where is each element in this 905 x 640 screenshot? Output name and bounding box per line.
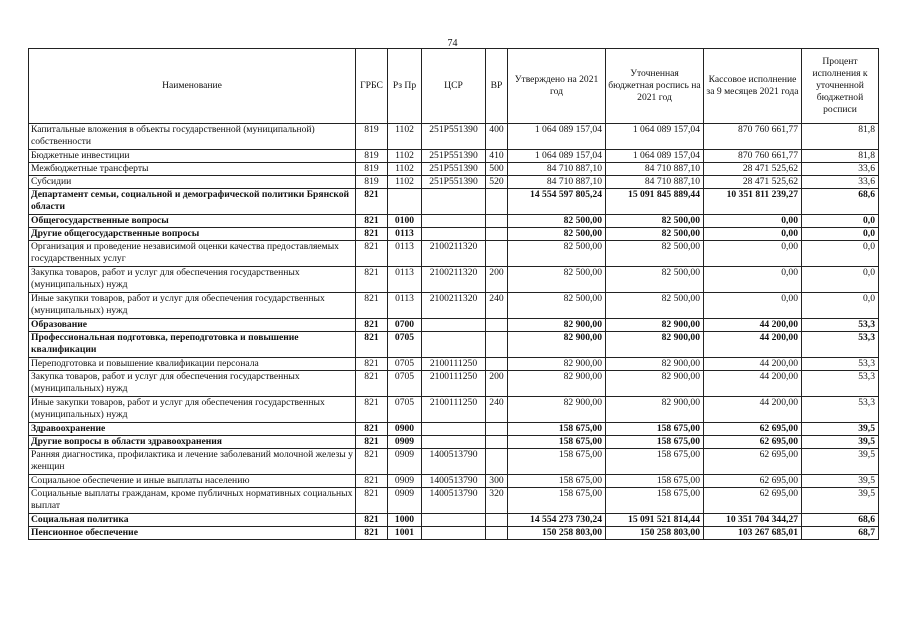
row-rzpr: 1000: [388, 514, 422, 527]
table-body: [29, 124, 879, 540]
row-grbs: 821: [356, 475, 388, 488]
row-rzpr: 1102: [388, 124, 422, 150]
row-cash: 44 200,00: [704, 358, 802, 371]
table-row: [29, 436, 879, 449]
row-cash: 62 695,00: [704, 449, 802, 475]
row-refined: 84 710 887,10: [606, 163, 704, 176]
row-csr: 2100211320: [422, 267, 486, 293]
row-csr: [422, 228, 486, 241]
row-refined: 82 500,00: [606, 267, 704, 293]
row-rzpr: 0100: [388, 215, 422, 228]
table-row: [29, 124, 879, 150]
table-row: [29, 449, 879, 475]
row-vr: 320: [486, 488, 508, 514]
table-row: [29, 293, 879, 319]
row-refined: 15 091 845 889,44: [606, 189, 704, 215]
row-grbs: 821: [356, 436, 388, 449]
row-vr: 200: [486, 267, 508, 293]
row-name: Пенсионное обеспечение: [29, 527, 356, 540]
row-refined: 1 064 089 157,04: [606, 124, 704, 150]
row-rzpr: 0700: [388, 319, 422, 332]
table-row: [29, 514, 879, 527]
row-rzpr: 0900: [388, 423, 422, 436]
row-grbs: 821: [356, 215, 388, 228]
row-approved: 150 258 803,00: [508, 527, 606, 540]
row-approved: 82 500,00: [508, 228, 606, 241]
table-row: [29, 150, 879, 163]
header-percent: Процент исполнения к уточненной бюджетной росписи: [802, 49, 879, 124]
row-rzpr: 0909: [388, 436, 422, 449]
header-refined: Уточненная бюджетная роспись на 2021 год: [606, 49, 704, 124]
row-csr: 2100211320: [422, 241, 486, 267]
row-approved: 158 675,00: [508, 436, 606, 449]
row-csr: 251P551390: [422, 163, 486, 176]
row-cash: 10 351 704 344,27: [704, 514, 802, 527]
row-name: Другие общегосударственные вопросы: [29, 228, 356, 241]
row-approved: 158 675,00: [508, 488, 606, 514]
table-row: [29, 332, 879, 358]
row-approved: 82 500,00: [508, 267, 606, 293]
row-csr: 2100211320: [422, 293, 486, 319]
table-row: [29, 319, 879, 332]
row-cash: 44 200,00: [704, 397, 802, 423]
row-name: Межбюджетные трансферты: [29, 163, 356, 176]
row-vr: 240: [486, 293, 508, 319]
row-cash: 62 695,00: [704, 475, 802, 488]
row-name: Закупка товаров, работ и услуг для обеспечения государственных (муниципальных) нужд: [29, 267, 356, 293]
row-rzpr: 0113: [388, 293, 422, 319]
row-percent: 68,6: [802, 189, 879, 215]
row-percent: 81,8: [802, 124, 879, 150]
row-rzpr: 0705: [388, 397, 422, 423]
row-rzpr: 0705: [388, 371, 422, 397]
row-vr: [486, 514, 508, 527]
row-vr: [486, 527, 508, 540]
row-grbs: 821: [356, 228, 388, 241]
row-approved: 82 900,00: [508, 371, 606, 397]
row-approved: 14 554 273 730,24: [508, 514, 606, 527]
row-cash: 44 200,00: [704, 319, 802, 332]
row-percent: 0,0: [802, 228, 879, 241]
row-percent: 0,0: [802, 241, 879, 267]
row-grbs: 819: [356, 176, 388, 189]
row-approved: 82 500,00: [508, 241, 606, 267]
row-rzpr: 0113: [388, 267, 422, 293]
budget-table: [28, 48, 879, 540]
row-csr: 251P551390: [422, 124, 486, 150]
row-approved: 158 675,00: [508, 423, 606, 436]
row-cash: 0,00: [704, 267, 802, 293]
header-name: Наименование: [29, 49, 356, 124]
row-percent: 39,5: [802, 449, 879, 475]
row-name: Профессиональная подготовка, переподготовка и повышение квалификации: [29, 332, 356, 358]
row-rzpr: 1102: [388, 150, 422, 163]
row-rzpr: 0705: [388, 332, 422, 358]
row-approved: 1 064 089 157,04: [508, 150, 606, 163]
row-csr: 2100111250: [422, 397, 486, 423]
row-approved: 84 710 887,10: [508, 163, 606, 176]
row-cash: 62 695,00: [704, 423, 802, 436]
row-name: Закупка товаров, работ и услуг для обеспечения государственных (муниципальных) нужд: [29, 371, 356, 397]
row-approved: 82 500,00: [508, 293, 606, 319]
row-percent: 53,3: [802, 371, 879, 397]
row-cash: 103 267 685,01: [704, 527, 802, 540]
header-csr: ЦСР: [422, 49, 486, 124]
row-grbs: 821: [356, 449, 388, 475]
table-row: [29, 488, 879, 514]
row-vr: [486, 332, 508, 358]
row-approved: 82 500,00: [508, 215, 606, 228]
row-percent: 0,0: [802, 215, 879, 228]
row-approved: 158 675,00: [508, 449, 606, 475]
row-name: Социальная политика: [29, 514, 356, 527]
row-vr: [486, 241, 508, 267]
row-approved: 82 900,00: [508, 319, 606, 332]
header-approved: Утверждено на 2021 год: [508, 49, 606, 124]
row-vr: 520: [486, 176, 508, 189]
row-refined: 158 675,00: [606, 436, 704, 449]
row-vr: [486, 215, 508, 228]
table-row: [29, 241, 879, 267]
row-vr: 240: [486, 397, 508, 423]
row-cash: 44 200,00: [704, 332, 802, 358]
row-approved: 158 675,00: [508, 475, 606, 488]
row-grbs: 821: [356, 293, 388, 319]
row-refined: 15 091 521 814,44: [606, 514, 704, 527]
row-csr: [422, 215, 486, 228]
row-name: Социальное обеспечение и иные выплаты населению: [29, 475, 356, 488]
row-rzpr: 0909: [388, 449, 422, 475]
row-rzpr: 1001: [388, 527, 422, 540]
row-grbs: 821: [356, 527, 388, 540]
row-refined: 82 500,00: [606, 215, 704, 228]
table-row: [29, 371, 879, 397]
row-cash: 870 760 661,77: [704, 150, 802, 163]
row-csr: 251P551390: [422, 176, 486, 189]
row-percent: 53,3: [802, 332, 879, 358]
row-csr: 2100111250: [422, 358, 486, 371]
row-name: Образование: [29, 319, 356, 332]
row-csr: 251P551390: [422, 150, 486, 163]
row-cash: 62 695,00: [704, 436, 802, 449]
row-csr: 1400513790: [422, 488, 486, 514]
table-row: [29, 267, 879, 293]
table-row: [29, 163, 879, 176]
row-approved: 82 900,00: [508, 332, 606, 358]
row-csr: [422, 527, 486, 540]
header-cash: Кассовое исполнение за 9 месяцев 2021 года: [704, 49, 802, 124]
row-cash: 0,00: [704, 293, 802, 319]
row-refined: 84 710 887,10: [606, 176, 704, 189]
row-rzpr: 0705: [388, 358, 422, 371]
table-row: [29, 358, 879, 371]
row-refined: 158 675,00: [606, 488, 704, 514]
row-vr: [486, 449, 508, 475]
row-vr: 200: [486, 371, 508, 397]
row-cash: 44 200,00: [704, 371, 802, 397]
table-row: [29, 397, 879, 423]
table-row: [29, 189, 879, 215]
row-approved: 84 710 887,10: [508, 176, 606, 189]
row-csr: [422, 514, 486, 527]
row-grbs: 821: [356, 514, 388, 527]
row-cash: 0,00: [704, 241, 802, 267]
row-percent: 53,3: [802, 358, 879, 371]
row-percent: 39,5: [802, 423, 879, 436]
row-percent: 68,7: [802, 527, 879, 540]
row-refined: 1 064 089 157,04: [606, 150, 704, 163]
row-name: Иные закупки товаров, работ и услуг для обеспечения государственных (муниципальных) нужд: [29, 293, 356, 319]
row-percent: 39,5: [802, 436, 879, 449]
row-vr: [486, 228, 508, 241]
row-grbs: 821: [356, 332, 388, 358]
row-rzpr: 0113: [388, 228, 422, 241]
table-row: [29, 228, 879, 241]
row-grbs: 821: [356, 488, 388, 514]
row-grbs: 821: [356, 371, 388, 397]
row-csr: [422, 189, 486, 215]
page-number: 74: [447, 38, 458, 49]
row-cash: 870 760 661,77: [704, 124, 802, 150]
row-refined: 82 500,00: [606, 228, 704, 241]
row-name: Здравоохранение: [29, 423, 356, 436]
row-rzpr: [388, 189, 422, 215]
row-rzpr: 1102: [388, 176, 422, 189]
table-row: [29, 527, 879, 540]
table-row: [29, 176, 879, 189]
row-cash: 0,00: [704, 215, 802, 228]
row-vr: 410: [486, 150, 508, 163]
row-cash: 28 471 525,62: [704, 176, 802, 189]
row-cash: 10 351 811 239,27: [704, 189, 802, 215]
row-vr: [486, 189, 508, 215]
row-csr: [422, 436, 486, 449]
row-vr: [486, 319, 508, 332]
row-vr: [486, 358, 508, 371]
row-refined: 150 258 803,00: [606, 527, 704, 540]
row-name: Социальные выплаты гражданам, кроме публичных нормативных социальных выплат: [29, 488, 356, 514]
row-csr: 1400513790: [422, 475, 486, 488]
row-name: Капитальные вложения в объекты государственной (муниципальной) собственности: [29, 124, 356, 150]
header-row: [29, 49, 879, 124]
row-percent: 53,3: [802, 397, 879, 423]
row-percent: 0,0: [802, 267, 879, 293]
row-grbs: 821: [356, 267, 388, 293]
table-row: [29, 423, 879, 436]
row-csr: [422, 332, 486, 358]
table-row: [29, 215, 879, 228]
row-csr: [422, 319, 486, 332]
row-csr: [422, 423, 486, 436]
row-csr: 1400513790: [422, 449, 486, 475]
row-grbs: 821: [356, 358, 388, 371]
header-vr: ВР: [486, 49, 508, 124]
row-name: Организация и проведение независимой оценки качества предоставляемых государственных услуг: [29, 241, 356, 267]
row-grbs: 819: [356, 163, 388, 176]
row-vr: 400: [486, 124, 508, 150]
row-refined: 82 500,00: [606, 241, 704, 267]
row-vr: 500: [486, 163, 508, 176]
header-rzpr: Рз Пр: [388, 49, 422, 124]
row-csr: 2100111250: [422, 371, 486, 397]
row-cash: 28 471 525,62: [704, 163, 802, 176]
row-percent: 33,6: [802, 163, 879, 176]
row-name: Переподготовка и повышение квалификации персонала: [29, 358, 356, 371]
row-cash: 0,00: [704, 228, 802, 241]
row-name: Бюджетные инвестиции: [29, 150, 356, 163]
row-rzpr: 1102: [388, 163, 422, 176]
row-vr: [486, 436, 508, 449]
row-percent: 0,0: [802, 293, 879, 319]
row-name: Общегосударственные вопросы: [29, 215, 356, 228]
row-grbs: 819: [356, 124, 388, 150]
row-name: Департамент семьи, социальной и демографической политики Брянской области: [29, 189, 356, 215]
row-approved: 82 900,00: [508, 397, 606, 423]
row-name: Другие вопросы в области здравоохранения: [29, 436, 356, 449]
row-refined: 82 900,00: [606, 319, 704, 332]
row-grbs: 821: [356, 189, 388, 215]
row-refined: 158 675,00: [606, 449, 704, 475]
row-percent: 81,8: [802, 150, 879, 163]
row-name: Субсидии: [29, 176, 356, 189]
row-percent: 68,6: [802, 514, 879, 527]
row-percent: 33,6: [802, 176, 879, 189]
row-vr: 300: [486, 475, 508, 488]
row-refined: 82 900,00: [606, 371, 704, 397]
row-grbs: 821: [356, 241, 388, 267]
row-rzpr: 0909: [388, 475, 422, 488]
row-cash: 62 695,00: [704, 488, 802, 514]
row-name: Ранняя диагностика, профилактика и лечение заболеваний молочной железы у женщин: [29, 449, 356, 475]
row-percent: 39,5: [802, 475, 879, 488]
row-vr: [486, 423, 508, 436]
row-name: Иные закупки товаров, работ и услуг для обеспечения государственных (муниципальных) нужд: [29, 397, 356, 423]
row-percent: 39,5: [802, 488, 879, 514]
row-grbs: 819: [356, 150, 388, 163]
row-refined: 82 900,00: [606, 397, 704, 423]
row-approved: 14 554 597 805,24: [508, 189, 606, 215]
row-approved: 82 900,00: [508, 358, 606, 371]
row-grbs: 821: [356, 397, 388, 423]
row-refined: 82 500,00: [606, 293, 704, 319]
row-refined: 158 675,00: [606, 423, 704, 436]
row-refined: 158 675,00: [606, 475, 704, 488]
row-grbs: 821: [356, 319, 388, 332]
row-refined: 82 900,00: [606, 358, 704, 371]
row-grbs: 821: [356, 423, 388, 436]
row-rzpr: 0113: [388, 241, 422, 267]
table-row: [29, 475, 879, 488]
row-rzpr: 0909: [388, 488, 422, 514]
header-grbs: ГРБС: [356, 49, 388, 124]
row-percent: 53,3: [802, 319, 879, 332]
row-refined: 82 900,00: [606, 332, 704, 358]
row-approved: 1 064 089 157,04: [508, 124, 606, 150]
